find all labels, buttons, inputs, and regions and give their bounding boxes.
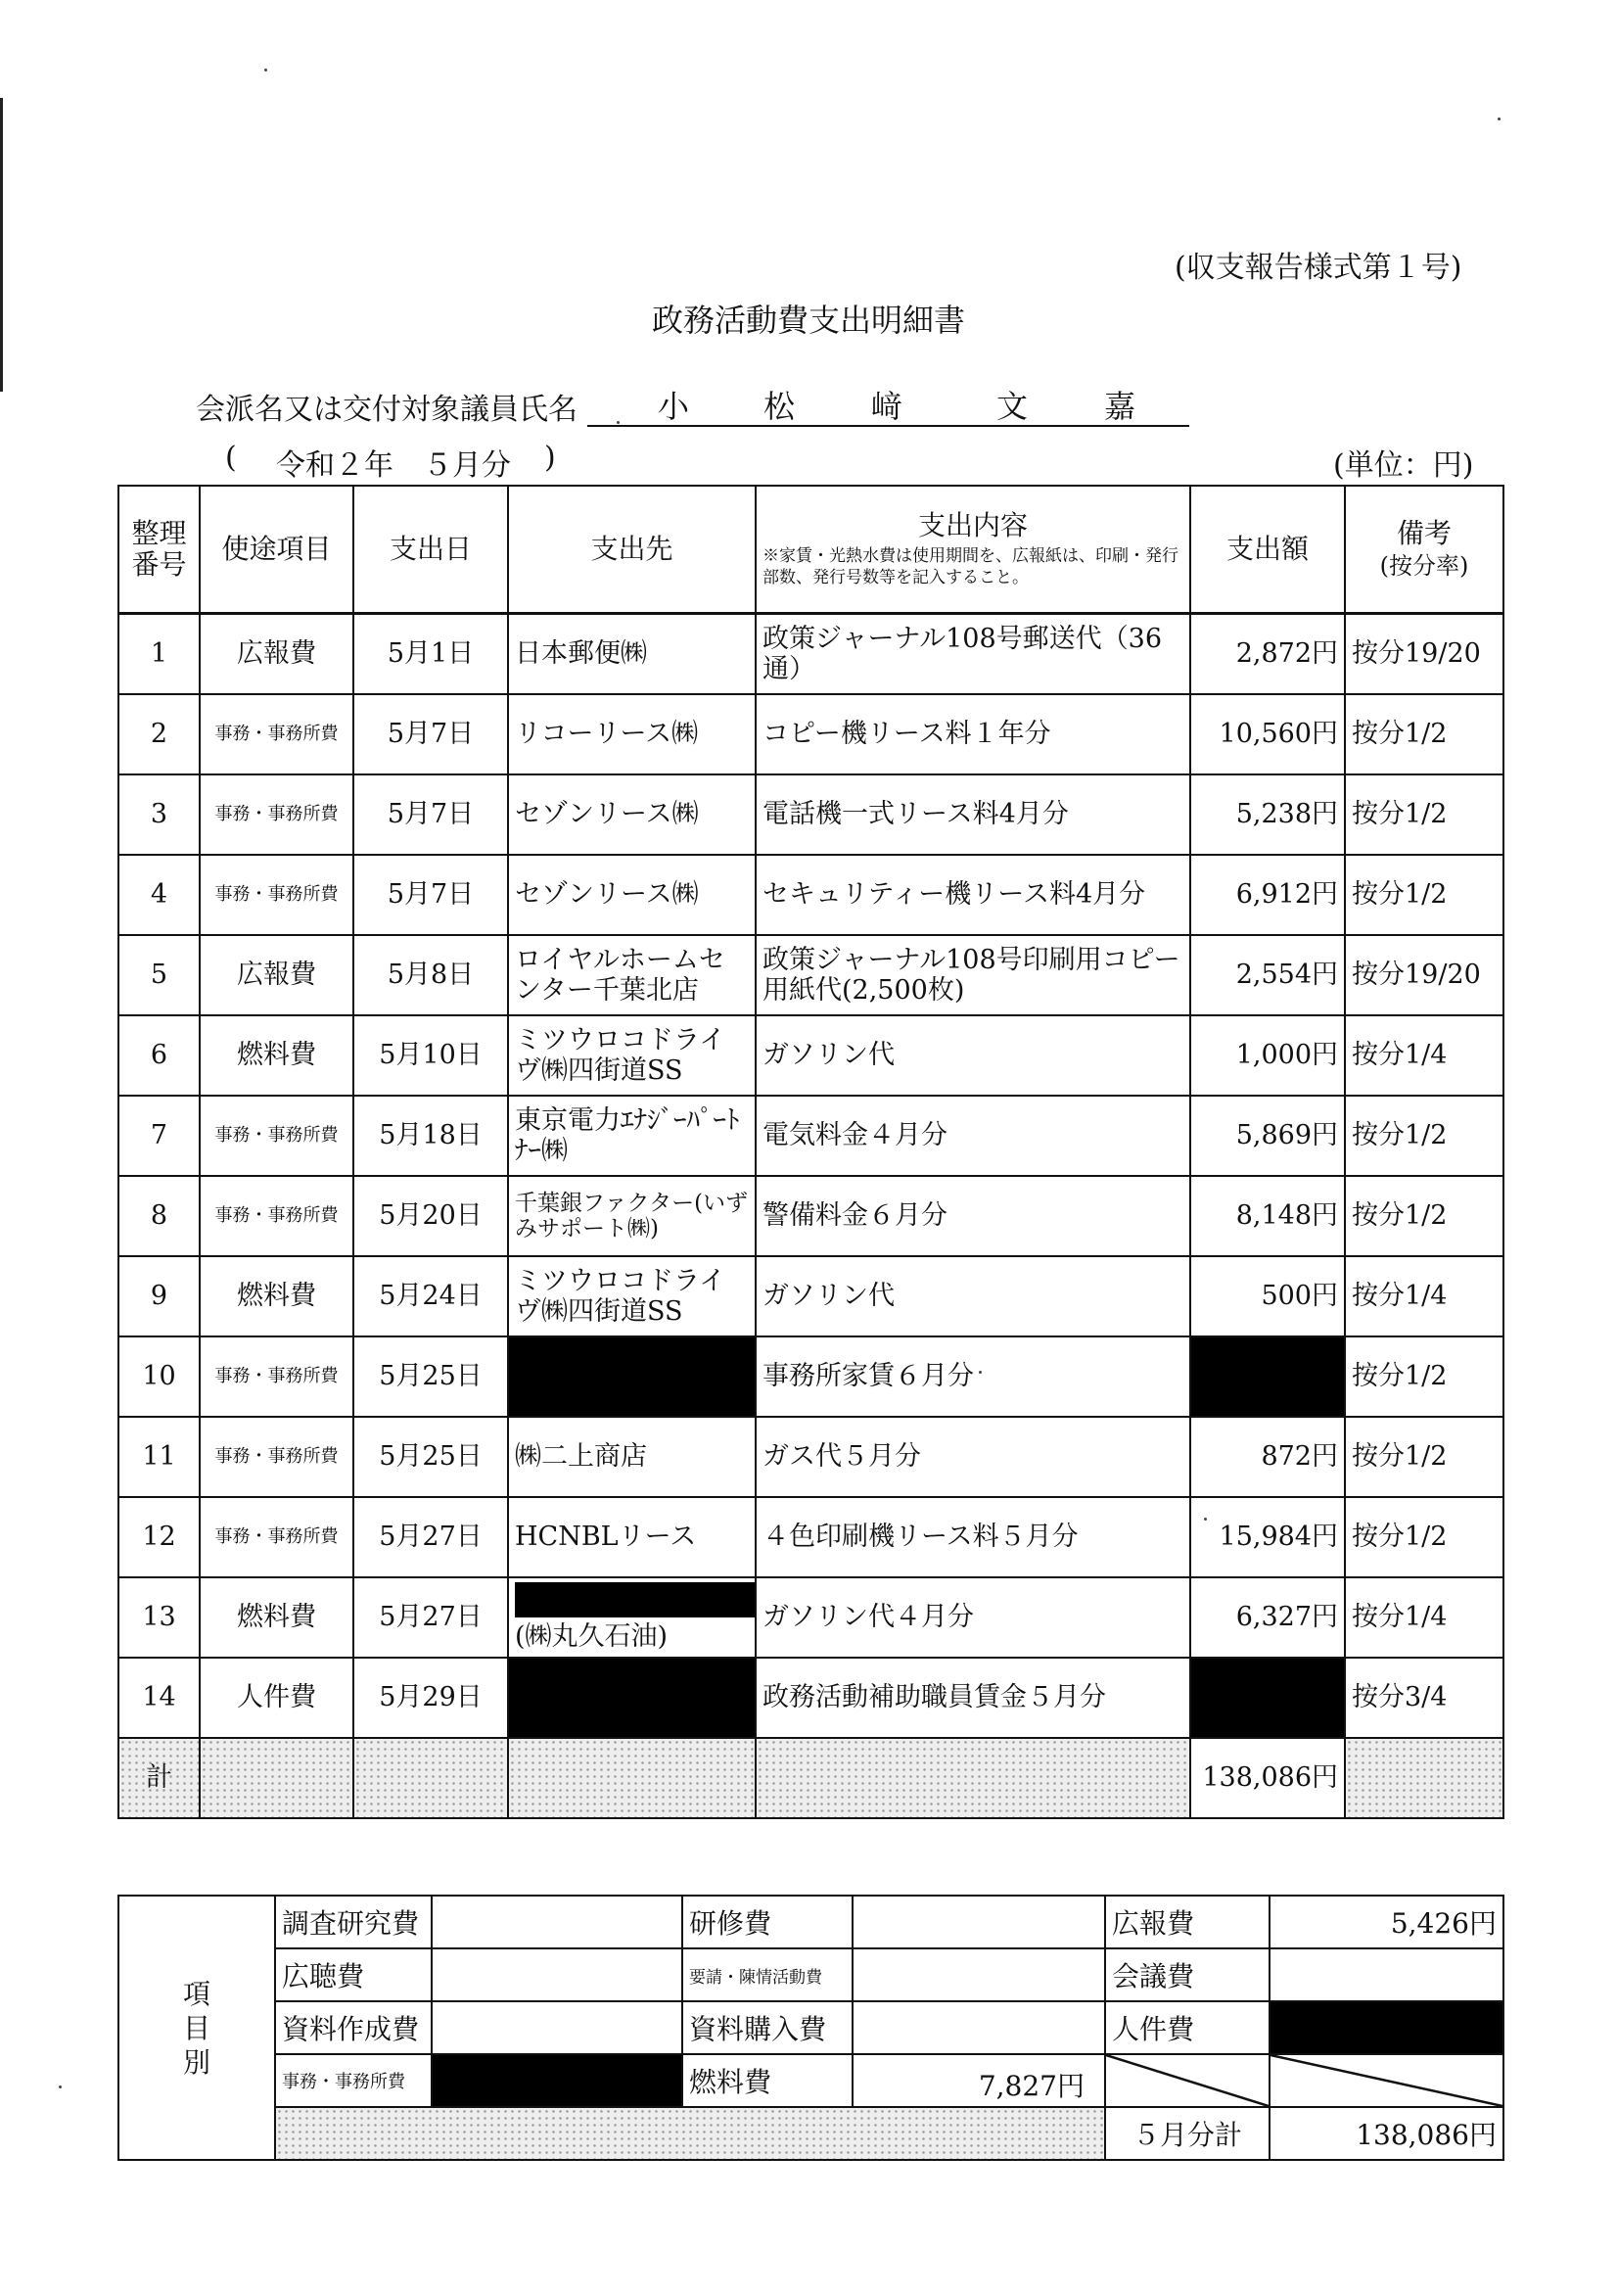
row-remarks: 按分19/20 (1345, 614, 1503, 695)
row-amount: 5,238円 (1190, 774, 1345, 855)
row-amount: 6,912円 (1190, 855, 1345, 935)
row-category: 事務・事務所費 (200, 774, 353, 855)
table-row (118, 1015, 1503, 1096)
row-amount: 1,000円 (1190, 1015, 1345, 1096)
redacted-amount (1190, 1658, 1345, 1738)
row-category: 事務・事務所費 (200, 1336, 353, 1417)
value-pr: 5,426円 (1270, 1896, 1503, 1948)
table-row (118, 935, 1503, 1015)
shaded-cell (756, 1738, 1190, 1818)
label-training: 研修費 (682, 1896, 853, 1948)
row-remarks: 按分1/4 (1345, 1577, 1503, 1658)
row-amount: 8,148円 (1190, 1176, 1345, 1256)
row-date: 5月7日 (353, 774, 508, 855)
row-category: 燃料費 (200, 1256, 353, 1336)
row-payee: 千葉銀ファクター(いずみサポート㈱) (508, 1176, 756, 1256)
row-payee: HCNBLリース (508, 1497, 756, 1577)
row-payee-partial-redaction (508, 1577, 756, 1658)
row-category: 人件費 (200, 1658, 353, 1738)
scan-speck (617, 421, 620, 424)
row-payee: セゾンリース㈱ (508, 774, 756, 855)
row-no: 1 (118, 614, 200, 695)
row-amount: 500円 (1190, 1256, 1345, 1336)
row-category: 事務・事務所費 (200, 1497, 353, 1577)
member-name-char: 小 (658, 388, 690, 425)
row-payee: 日本郵便㈱ (508, 614, 756, 695)
label-meeting: 会議費 (1105, 1948, 1270, 2001)
row-date: 5月24日 (353, 1256, 508, 1336)
scan-speck (979, 1371, 982, 1374)
redacted-payee (508, 1336, 756, 1417)
table-row (118, 1336, 1503, 1417)
row-payee: 東京電力ｴﾅｼﾞｰﾊﾟｰﾄﾅｰ㈱ (508, 1096, 756, 1176)
value-materials-prep (432, 2001, 682, 2054)
row-amount: 2,872円 (1190, 614, 1345, 695)
scan-edge-mark (0, 98, 3, 392)
row-no: 11 (118, 1417, 200, 1497)
member-name-char: 文 (996, 388, 1029, 425)
col-content (756, 486, 1190, 614)
member-name (587, 382, 1189, 427)
row-content: 政策ジャーナル108号印刷用コピー用紙代(2,500枚) (756, 935, 1190, 1015)
row-content: ガソリン代 (756, 1015, 1190, 1096)
row-category: 事務・事務所費 (200, 1417, 353, 1497)
row-no: 8 (118, 1176, 200, 1256)
row-remarks: 按分19/20 (1345, 935, 1503, 1015)
row-content: ガソリン代４月分 (756, 1577, 1190, 1658)
row-category: 事務・事務所費 (200, 855, 353, 935)
table-row (118, 1096, 1503, 1176)
row-content: ４色印刷機リース料５月分 (756, 1497, 1190, 1577)
value-fuel: 7,827円 (978, 2070, 1085, 2102)
row-category: 広報費 (200, 614, 353, 695)
row-content: 政務活動補助職員賃金５月分 (756, 1658, 1190, 1738)
month-total: 138,086円 (1270, 2107, 1503, 2160)
scan-speck (1498, 117, 1501, 120)
scan-speck (1204, 1518, 1207, 1521)
row-payee: リコーリース㈱ (508, 694, 756, 774)
row-category: 事務・事務所費 (200, 1176, 353, 1256)
row-remarks: 按分1/2 (1345, 1336, 1503, 1417)
row-payee: ロイヤルホームセンター千葉北店 (508, 935, 756, 1015)
table-row (118, 1417, 1503, 1497)
row-date: 5月29日 (353, 1658, 508, 1738)
label-petition: 要請・陳情活動費 (682, 1948, 853, 2001)
col-remarks-label: 備考 (1396, 516, 1452, 549)
label-pr: 広報費 (1105, 1896, 1270, 1948)
row-category: 燃料費 (200, 1577, 353, 1658)
category-summary-table (117, 1895, 1504, 2161)
row-amount: 6,327円 (1190, 1577, 1345, 1658)
label-personnel: 人件費 (1105, 2001, 1270, 2054)
row-remarks: 按分1/2 (1345, 1497, 1503, 1577)
table-row (118, 1658, 1503, 1738)
member-name-char: 嘉 (1104, 388, 1136, 425)
summary-side-label (118, 1896, 275, 2160)
row-amount: 872円 (1190, 1417, 1345, 1497)
row-remarks: 按分1/4 (1345, 1015, 1503, 1096)
row-no: 2 (118, 694, 200, 774)
label-materials-purchase: 資料購入費 (682, 2001, 853, 2054)
col-payee: 支出先 (508, 486, 756, 614)
table-row (118, 774, 1503, 855)
table-row (118, 1176, 1503, 1256)
value-training (853, 1896, 1105, 1948)
row-category: 事務・事務所費 (200, 694, 353, 774)
redacted-personnel-amount (1270, 2001, 1503, 2054)
table-row (118, 1577, 1503, 1658)
row-remarks: 按分1/2 (1345, 1096, 1503, 1176)
row-content: セキュリティー機リース料4月分 (756, 855, 1190, 935)
unit-label: (単位：円) (1333, 448, 1474, 483)
shaded-cell (508, 1738, 756, 1818)
row-date: 5月7日 (353, 855, 508, 935)
period-open-paren: ( (225, 441, 237, 475)
summary-side-label-char: 項 (182, 1977, 210, 2010)
col-remarks (1345, 486, 1503, 614)
label-fuel: 燃料費 (682, 2054, 853, 2107)
row-remarks: 按分1/2 (1345, 855, 1503, 935)
row-amount: 10,560円 (1190, 694, 1345, 774)
redacted-office-amount (432, 2054, 682, 2107)
row-content: コピー機リース料１年分 (756, 694, 1190, 774)
row-date: 5月8日 (353, 935, 508, 1015)
row-date: 5月25日 (353, 1417, 508, 1497)
row-category: 広報費 (200, 935, 353, 1015)
row-no: 6 (118, 1015, 200, 1096)
row-date: 5月18日 (353, 1096, 508, 1176)
total-label: 計 (118, 1738, 200, 1818)
row-content: 電話機一式リース料4月分 (756, 774, 1190, 855)
value-meeting (1270, 1948, 1503, 2001)
col-category: 使途項目 (200, 486, 353, 614)
redaction-bar (515, 1582, 755, 1617)
row-no: 12 (118, 1497, 200, 1577)
table-header-row (118, 486, 1503, 614)
col-content-note: ※家賃・光熱水費は使用期間を、広報紙は、印刷・発行部数、発行号数等を記入すること。 (762, 546, 1178, 588)
month-total-label: ５月分計 (1105, 2107, 1270, 2160)
value-petition (853, 1948, 1105, 2001)
summary-side-label-char: 別 (182, 2045, 210, 2079)
document-title: 政務活動費支出明細書 (651, 302, 965, 339)
form-number: (収支報告様式第１号) (1175, 251, 1462, 285)
row-content: 政策ジャーナル108号郵送代（36通） (756, 614, 1190, 695)
row-content: 警備料金６月分 (756, 1176, 1190, 1256)
row-payee: ㈱二上商店 (508, 1417, 756, 1497)
table-row (118, 855, 1503, 935)
redacted-amount (1190, 1336, 1345, 1417)
row-date: 5月20日 (353, 1176, 508, 1256)
expense-table (117, 485, 1504, 1819)
col-content-label: 支出内容 (917, 508, 1028, 541)
label-materials-prep: 資料作成費 (275, 2001, 432, 2054)
total-row (118, 1738, 1503, 1818)
row-payee: セゾンリース㈱ (508, 855, 756, 935)
row-payee: ミツウロコドライヴ㈱四街道SS (508, 1256, 756, 1336)
scan-speck (59, 2085, 62, 2088)
row-amount: 2,554円 (1190, 935, 1345, 1015)
row-no: 4 (118, 855, 200, 935)
label-research: 調査研究費 (275, 1896, 432, 1948)
table-row (118, 1497, 1503, 1577)
row-no: 7 (118, 1096, 200, 1176)
value-materials-purchase (853, 2001, 1105, 2054)
member-label: 会派名又は交付対象議員氏名 (196, 393, 578, 427)
row-date: 5月25日 (353, 1336, 508, 1417)
scan-speck (264, 69, 267, 71)
row-remarks: 按分3/4 (1345, 1658, 1503, 1738)
row-no: 9 (118, 1256, 200, 1336)
row-date: 5月27日 (353, 1577, 508, 1658)
row-content: ガソリン代 (756, 1256, 1190, 1336)
row-date: 5月10日 (353, 1015, 508, 1096)
period: 令和２年 ５月分 (276, 448, 511, 483)
row-no: 5 (118, 935, 200, 1015)
row-date: 5月1日 (353, 614, 508, 695)
row-no: 13 (118, 1577, 200, 1658)
value-research (432, 1896, 682, 1948)
row-amount: 15,984円 (1190, 1497, 1345, 1577)
row-no: 10 (118, 1336, 200, 1417)
total-amount: 138,086円 (1190, 1738, 1345, 1818)
diagonal-blank-cell (1105, 2054, 1270, 2107)
shaded-cell (353, 1738, 508, 1818)
table-row (118, 694, 1503, 774)
row-remarks: 按分1/2 (1345, 774, 1503, 855)
shaded-cell (1345, 1738, 1503, 1818)
shaded-cell (275, 2107, 1105, 2160)
row-category: 燃料費 (200, 1015, 353, 1096)
row-remarks: 按分1/2 (1345, 1417, 1503, 1497)
row-payee: ミツウロコドライヴ㈱四街道SS (508, 1015, 756, 1096)
row-date: 5月27日 (353, 1497, 508, 1577)
period-close-paren: ) (544, 441, 556, 475)
row-amount: 5,869円 (1190, 1096, 1345, 1176)
table-row (118, 614, 1503, 695)
row-remarks: 按分1/2 (1345, 694, 1503, 774)
row-no: 3 (118, 774, 200, 855)
row-remarks: 按分1/2 (1345, 1176, 1503, 1256)
row-remarks: 按分1/4 (1345, 1256, 1503, 1336)
member-name-char: 松 (763, 388, 796, 425)
diagonal-blank-cell (1270, 2054, 1503, 2107)
shaded-cell (200, 1738, 353, 1818)
summary-side-label-char: 目 (182, 2011, 210, 2044)
label-office: 事務・事務所費 (275, 2054, 432, 2107)
row-content: ガス代５月分 (756, 1417, 1190, 1497)
row-category: 事務・事務所費 (200, 1096, 353, 1176)
row-content: 事務所家賃６月分 (756, 1336, 1190, 1417)
row-payee: (㈱丸久石油) (515, 1621, 669, 1653)
table-row (118, 1256, 1503, 1336)
member-name-char: 﨑 (871, 388, 903, 425)
redacted-payee (508, 1658, 756, 1738)
col-date: 支出日 (353, 486, 508, 614)
row-date: 5月7日 (353, 694, 508, 774)
value-hearing (432, 1948, 682, 2001)
label-hearing: 広聴費 (275, 1948, 432, 2001)
row-no: 14 (118, 1658, 200, 1738)
col-no: 整理番号 (118, 486, 200, 614)
col-amount: 支出額 (1190, 486, 1345, 614)
row-content: 電気料金４月分 (756, 1096, 1190, 1176)
col-remarks-sub: (按分率) (1379, 552, 1469, 580)
